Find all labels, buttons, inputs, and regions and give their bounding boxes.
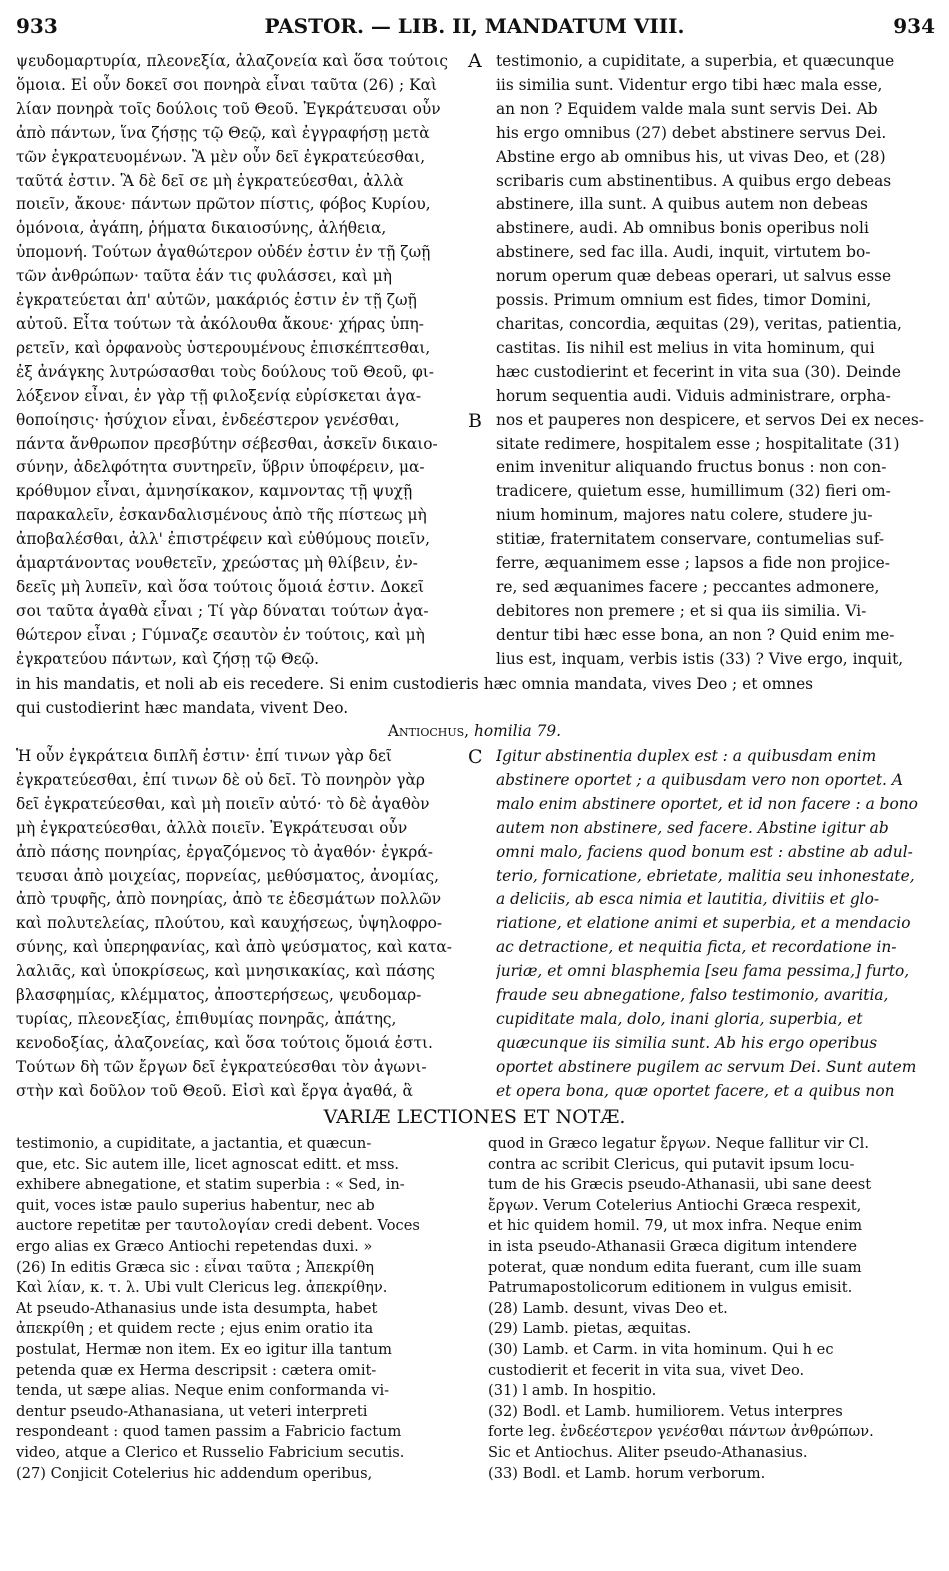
note-line: Καὶ λίαν, κ. τ. λ. Ubi vult Clericus leg. ἀπεκρίθην.: [16, 1279, 388, 1297]
note-line: testimonio, a cupiditate, a jactantia, et quæcun-: [16, 1135, 372, 1152]
latin-line: hæc custodierint et fecerint in vita sua (30). Deinde: [496, 362, 902, 381]
note-line: contra ac scribit Clericus, qui putavit ipsum locu-: [488, 1155, 855, 1173]
latin-line: Abstine ergo ab omnibus his, ut vivas Deo, et (28): [496, 147, 886, 166]
latin-line: sitate redimere, hospitalem esse ; hospitalitate (31): [496, 434, 900, 453]
latin-line: cupiditate mala, dolo, inani gloria, superbia, et: [496, 1009, 863, 1028]
note-line: (33) Bodl. et Lamb. horum verborum.: [488, 1464, 766, 1482]
note-line: (31) l amb. In hospitio.: [488, 1382, 657, 1400]
greek-line: λίαν πονηρὰ τοῖς δούλοις τοῦ Θεοῦ. Ἐγκράτευσαι οὖν: [16, 99, 441, 118]
greek-column-2: [16, 745, 466, 1104]
greek-line: σοι ταῦτα ἀγαθὰ εἶναι ; Τί γὰρ δύναται τούτων ἀγα-: [16, 601, 429, 620]
antiochus-name: Antiochus,: [387, 722, 470, 740]
section-marker-c: C: [468, 746, 483, 768]
greek-line: ἀπὸ τρυφῆς, ἀπὸ πονηρίας, ἀπὸ τε ἐδεσμάτων πολλῶν: [16, 890, 442, 909]
note-line: petenda quæ ex Herma descripsit : cætera omit-: [16, 1361, 377, 1379]
latin-line: iis similia sunt. Videntur ergo tibi hæc mala esse,: [496, 75, 883, 94]
latin-line: horum sequentia audi. Viduis administrare, orpha-: [496, 386, 891, 405]
greek-line: Ἡ οὖν ἐγκράτεια διπλῆ ἐστιν· ἐπί τινων γὰρ δεῖ: [16, 747, 392, 765]
note-line: in ista pseudo-Athanasii Græca digitum intendere: [488, 1237, 857, 1255]
greek-line: μὴ ἐγκρατεύεσθαι, ἀλλὰ ποιεῖν. Ἐγκράτευσαι οὖν: [16, 818, 408, 837]
greek-line: παρακαλεῖν, ἐσκανδαλισμένους ἀπὸ τῆς πίστεως μὴ: [16, 506, 427, 525]
latin-line: castitas. Iis nihil est melius in vita hominum, qui: [496, 338, 875, 357]
section-marker-b: B: [468, 410, 482, 432]
greek-line: ἐγκρατεύου πάντων, καὶ ζήσῃ τῷ Θεῷ.: [16, 649, 320, 668]
latin-line: abstinere, illa sunt. A quibus autem non debeas: [496, 195, 868, 214]
latin-line: testimonio, a cupiditate, a superbia, et quæcunque: [496, 52, 895, 70]
greek-line: τυρίας, πλεονεξίας, ἐπιθυμίας πονηρᾶς, ἀπάτης,: [16, 1009, 397, 1028]
note-line: quit, voces istæ paulo superius habentur, nec ab: [16, 1196, 375, 1214]
note-line: Sic et Antiochus. Aliter pseudo-Athanasius.: [488, 1443, 808, 1461]
greek-line: λόξενον εἶναι, ἐν γὰρ τῇ φιλοξενίᾳ εὑρίσκεται ἀγα-: [16, 386, 422, 405]
note-line: At pseudo-Athanasius unde ista desumpta, habet: [16, 1299, 378, 1317]
greek-line: σύνης, καὶ ὑπερηφανίας, καὶ ἀπὸ ψεύσματος, καὶ κατα-: [16, 938, 453, 957]
greek-line: δεεῖς μὴ λυπεῖν, καὶ ὅσα τούτοις ὅμοιά ἐστιν. Δοκεῖ: [16, 577, 425, 596]
note-line: que, etc. Sic autem ille, licet agnoscat editt. et mss.: [16, 1155, 400, 1173]
latin-line: his ergo omnibus (27) debet abstinere servus Dei.: [496, 123, 887, 142]
latin-line: abstinere, sed fac illa. Audi, inquit, virtutem bo-: [496, 243, 871, 262]
greek-line: ἐξ ἀνάγκης λυτρώσασθαι τοὺς δούλους τοῦ Θεοῦ, φι-: [16, 362, 434, 381]
notes-right-column: [488, 1134, 938, 1484]
latin-line: charitas, concordia, æquitas (29), veritas, patientia,: [496, 314, 902, 333]
greek-line: δεῖ ἐγκρατεύεσθαι, καὶ μὴ ποιεῖν αὐτό· τὸ δὲ ἀγαθὸν: [16, 794, 430, 813]
greek-line: αὐτοῦ. Εἶτα τούτων τὰ ἀκόλουθα ἄκουε· χήρας ὑπη-: [16, 314, 424, 333]
note-line: custodierit et fecerit in vita sua, vivet Deo.: [488, 1361, 805, 1379]
full-width-text: [16, 672, 936, 720]
latin-line: stitiæ, fraternitatem conservare, contumelias suf-: [496, 530, 885, 549]
note-line: (30) Lamb. et Carm. in vita hominum. Qui h ec: [488, 1340, 834, 1358]
note-line: (26) In editis Græca sic : εἶναι ταῦτα ; Ἀπεκρίθη: [16, 1258, 375, 1276]
greek-line: τευσαι ἀπὸ μοιχείας, πορνείας, μεθύσματος, ἀνομίας,: [16, 866, 440, 885]
note-line: (29) Lamb. pietas, æquitas.: [488, 1320, 692, 1338]
page-number-right: 934: [893, 14, 935, 38]
latin-line: norum operum quæ debeas operari, ut salvus esse: [496, 267, 892, 286]
antiochus-heading: [0, 722, 949, 740]
running-title: PASTOR. — LIB. II, MANDATUM VIII.: [264, 14, 685, 38]
latin-line: omni malo, faciens quod bonum est : abstine ab adul-: [496, 842, 913, 861]
note-line: tenda, ut sæpe alias. Neque enim conformanda vi-: [16, 1382, 390, 1400]
greek-line: κενοδοξίας, ἀλαζονείας, καὶ ὅσα τούτοις ὅμοιά ἐστι.: [16, 1033, 433, 1052]
note-line: postulat, Hermæ non item. Ex eo igitur illa tantum: [16, 1340, 392, 1358]
note-line: auctore repetitæ per ταυτολογίαν credi debent. Voces: [16, 1217, 420, 1235]
antiochus-homily: homilia 79.: [473, 722, 562, 740]
latin-line: et opera bona, quæ oportet facere, et a quibus non: [496, 1081, 895, 1100]
note-line: video, atque a Clerico et Russelio Fabricium secutis.: [16, 1443, 405, 1461]
greek-line: στὴν καὶ δοῦλον τοῦ Θεοῦ. Εἰσὶ καὶ ἔργα ἀγαθά, ἃ: [16, 1081, 413, 1100]
greek-line: θοποίησις· ἡσύχιον εἶναι, ἐνδεέστερον γενέσθαι,: [16, 410, 400, 429]
latin-line: Igitur abstinentia duplex est : a quibusdam enim: [496, 747, 877, 765]
latin-line: ac detractione, et nequitia ficta, et recordatione in-: [496, 938, 897, 957]
latin-line: abstinere, audi. Ab omnibus bonis operibus noli: [496, 219, 869, 238]
greek-line: πάντα ἄνθρωπον πρεσβύτην σέβεσθαι, ἀσκεῖν δικαιο-: [16, 434, 438, 453]
latin-line: oportet abstinere pugilem ac servum Dei. Sunt autem: [496, 1057, 917, 1076]
note-line: dentur pseudo-Athanasiana, ut veteri interpreti: [16, 1402, 368, 1420]
note-line: respondeant : quod tamen passim a Fabricio factum: [16, 1423, 402, 1441]
latin-line: fraude seu abnegatione, falso testimonio, avaritia,: [496, 986, 889, 1005]
greek-line: ρετεῖν, καὶ ὀρφανοὺς ὑστερουμένους ἐπισκέπτεσθαι,: [16, 338, 431, 357]
notes-left-column: [16, 1134, 476, 1484]
latin-line: quæcunque iis similia sunt. Ab his ergo operibus: [496, 1033, 878, 1052]
latin-line: nos et pauperes non despicere, et servos Dei ex neces-: [496, 410, 924, 429]
greek-line: ὑπομονή. Τούτων ἀγαθώτερον οὐδέν ἐστιν ἐν τῇ ζωῇ: [16, 243, 431, 262]
greek-column-1: [16, 50, 466, 672]
greek-line: ἀποβαλέσθαι, ἀλλ' ἐπιστρέφειν καὶ εὐθύμους ποιεῖν,: [16, 530, 430, 549]
greek-line: βλασφημίας, κλέμματος, ἀποστερήσεως, ψευδομαρ-: [16, 986, 422, 1005]
note-line: ἔργων. Verum Cotelerius Antiochi Græca respexit,: [488, 1196, 862, 1214]
greek-line: Τούτων δὴ τῶν ἔργων δεῖ ἐγκρατεύεσθαι τὸν ἀγωνι-: [16, 1057, 427, 1076]
note-line: ergo alias ex Græco Antiochi repetendas duxi. »: [16, 1237, 373, 1255]
latin-line: a deliciis, ab esca nimia et lautitia, divitiis et glo-: [496, 890, 880, 909]
latin-line: abstinere oportet ; a quibusdam vero non oportet. A: [496, 770, 903, 789]
note-line: ἀπεκρίθη ; et quidem recte ; ejus enim oratio ita: [16, 1320, 374, 1338]
notes-heading: VARIÆ LECTIONES ET NOTÆ.: [323, 1106, 626, 1128]
greek-line: ὁμόνοια, ἀγάπη, ῥήματα δικαιοσύνης, ἀλήθεια,: [16, 219, 387, 238]
latin-line: an non ? Equidem valde mala sunt servis Dei. Ab: [496, 99, 878, 118]
note-line: (27) Conjicit Cotelerius hic addendum operibus,: [16, 1464, 373, 1482]
latin-line: autem non abstinere, sed facere. Abstine igitur ab: [496, 818, 889, 837]
note-line: forte leg. ἐνδεέστερον γενέσθαι πάντων ἀνθρώπων.: [488, 1423, 874, 1441]
note-line: tum de his Græcis pseudo-Athanasii, ubi sane deest: [488, 1176, 872, 1194]
greek-line: ποιεῖν, ἄκουε· πάντων πρῶτον πίστις, φόβος Κυρίου,: [16, 195, 431, 214]
greek-line: τῶν ἐγκρατευομένων. Ἃ μὲν οὖν δεῖ ἐγκρατεύεσθαι,: [16, 147, 426, 166]
greek-line: σύνην, ἀδελφότητα συντηρεῖν, ὕβριν ὑποφέρειν, μα-: [16, 458, 425, 477]
latin-line: debitores non premere ; et si qua iis similia. Vi-: [496, 601, 867, 620]
latin-column-2: [496, 745, 936, 1104]
greek-line: θώτερον εἶναι ; Γύμναζε σεαυτὸν ἐν τούτοις, καὶ μὴ: [16, 625, 425, 644]
greek-line: ὅμοια. Εἰ οὖν δοκεῖ σοι πονηρὰ εἶναι ταῦτα (26) ; Καὶ: [16, 75, 438, 94]
note-line: Patrumapostolicorum editionem in vulgus emisit.: [488, 1279, 853, 1297]
greek-line: ἐγκρατεύεται ἀπ' αὐτῶν, μακάριός ἐστιν ἐν τῇ ζωῇ: [16, 291, 417, 310]
note-line: (32) Bodl. et Lamb. humiliorem. Vetus interpres: [488, 1402, 843, 1420]
latin-line: juriæ, et omni blasphemia [seu fama pessima,] furto,: [496, 962, 910, 981]
full-width-line: qui custodierint hæc mandata, vivent Deo.: [16, 699, 349, 717]
greek-line: κρόθυμον εἶναι, ἀμνησίκακον, καμνοντας τῇ ψυχῇ: [16, 482, 413, 501]
greek-line: καὶ πολυτελείας, πλούτου, καὶ καυχήσεως, ὑψηλοφρο-: [16, 914, 443, 933]
page-number-left: 933: [16, 14, 58, 38]
greek-line: ταῦτά ἐστιν. Ἃ δὲ δεῖ σε μὴ ἐγκρατεύεσθαι, ἀλλὰ: [16, 171, 404, 190]
latin-line: lius est, inquam, verbis istis (33) ? Vive ergo, inquit,: [496, 649, 904, 668]
note-line: exhibere abnegatione, et statim superbia : « Sed, in-: [16, 1176, 405, 1194]
note-line: quod in Græco legatur ἔργων. Neque fallitur vir Cl.: [488, 1135, 869, 1152]
greek-line: ἀπὸ πάσης πονηρίας, ἐργαζόμενος τὸ ἀγαθόν· ἐγκρά-: [16, 842, 433, 861]
greek-line: τῶν ἀνθρώπων· ταῦτα ἐάν τις φυλάσσει, καὶ μὴ: [16, 267, 393, 286]
latin-line: enim invenitur aliquando fructus bonus : non con-: [496, 458, 887, 477]
note-line: (28) Lamb. desunt, vivas Deo et.: [488, 1299, 728, 1317]
note-line: et hic quidem homil. 79, ut mox infra. Neque enim: [488, 1217, 863, 1235]
latin-line: riatione, et elatione animi et superbia, et a mendacio: [496, 914, 911, 933]
latin-line: re, sed æquanimes facere ; peccantes admonere,: [496, 577, 880, 596]
greek-line: ἐγκρατεύεσθαι, ἐπί τινων δὲ οὐ δεῖ. Τὸ πονηρὸν γὰρ: [16, 770, 425, 789]
latin-line: possis. Primum omnium est fides, timor Domini,: [496, 291, 872, 310]
latin-line: tradicere, quietum esse, humillimum (32) fieri om-: [496, 482, 891, 501]
section-marker-a: A: [468, 50, 482, 72]
note-line: poterat, quæ nondum edita fuerant, cum ille suam: [488, 1258, 862, 1276]
latin-line: nium hominum, majores natu colere, studere ju-: [496, 506, 873, 525]
latin-line: dentur tibi hæc esse bona, an non ? Quid enim me-: [496, 625, 895, 644]
latin-line: malo enim abstinere oportet, et id non facere : a bono: [496, 794, 918, 813]
latin-line: scribaris cum abstinentibus. A quibus ergo debeas: [496, 171, 892, 190]
greek-line: ἁμαρτάνοντας νουθετεῖν, χρεώστας μὴ θλίβειν, ἐν-: [16, 554, 418, 573]
latin-line: terio, fornicatione, ebrietate, malitia seu inhonestate,: [496, 866, 915, 885]
greek-line: ψευδομαρτυρία, πλεονεξία, ἀλαζονεία καὶ ὅσα τούτοις: [16, 52, 448, 70]
greek-line: λαλιᾶς, καὶ ὑποκρίσεως, καὶ μνησικακίας, καὶ πάσης: [16, 962, 435, 981]
greek-line: ἀπὸ πάντων, ἵνα ζήσῃς τῷ Θεῷ, καὶ ἐγγραφήσῃ μετὰ: [16, 123, 430, 142]
full-width-line: in his mandatis, et noli ab eis recedere. Si enim custodieris hæc omnia mandata, vives Deo ; et omnes: [16, 675, 814, 693]
latin-column-1: [496, 50, 936, 672]
latin-line: ferre, æquanimem esse ; lapsos a fide non projice-: [496, 554, 890, 573]
